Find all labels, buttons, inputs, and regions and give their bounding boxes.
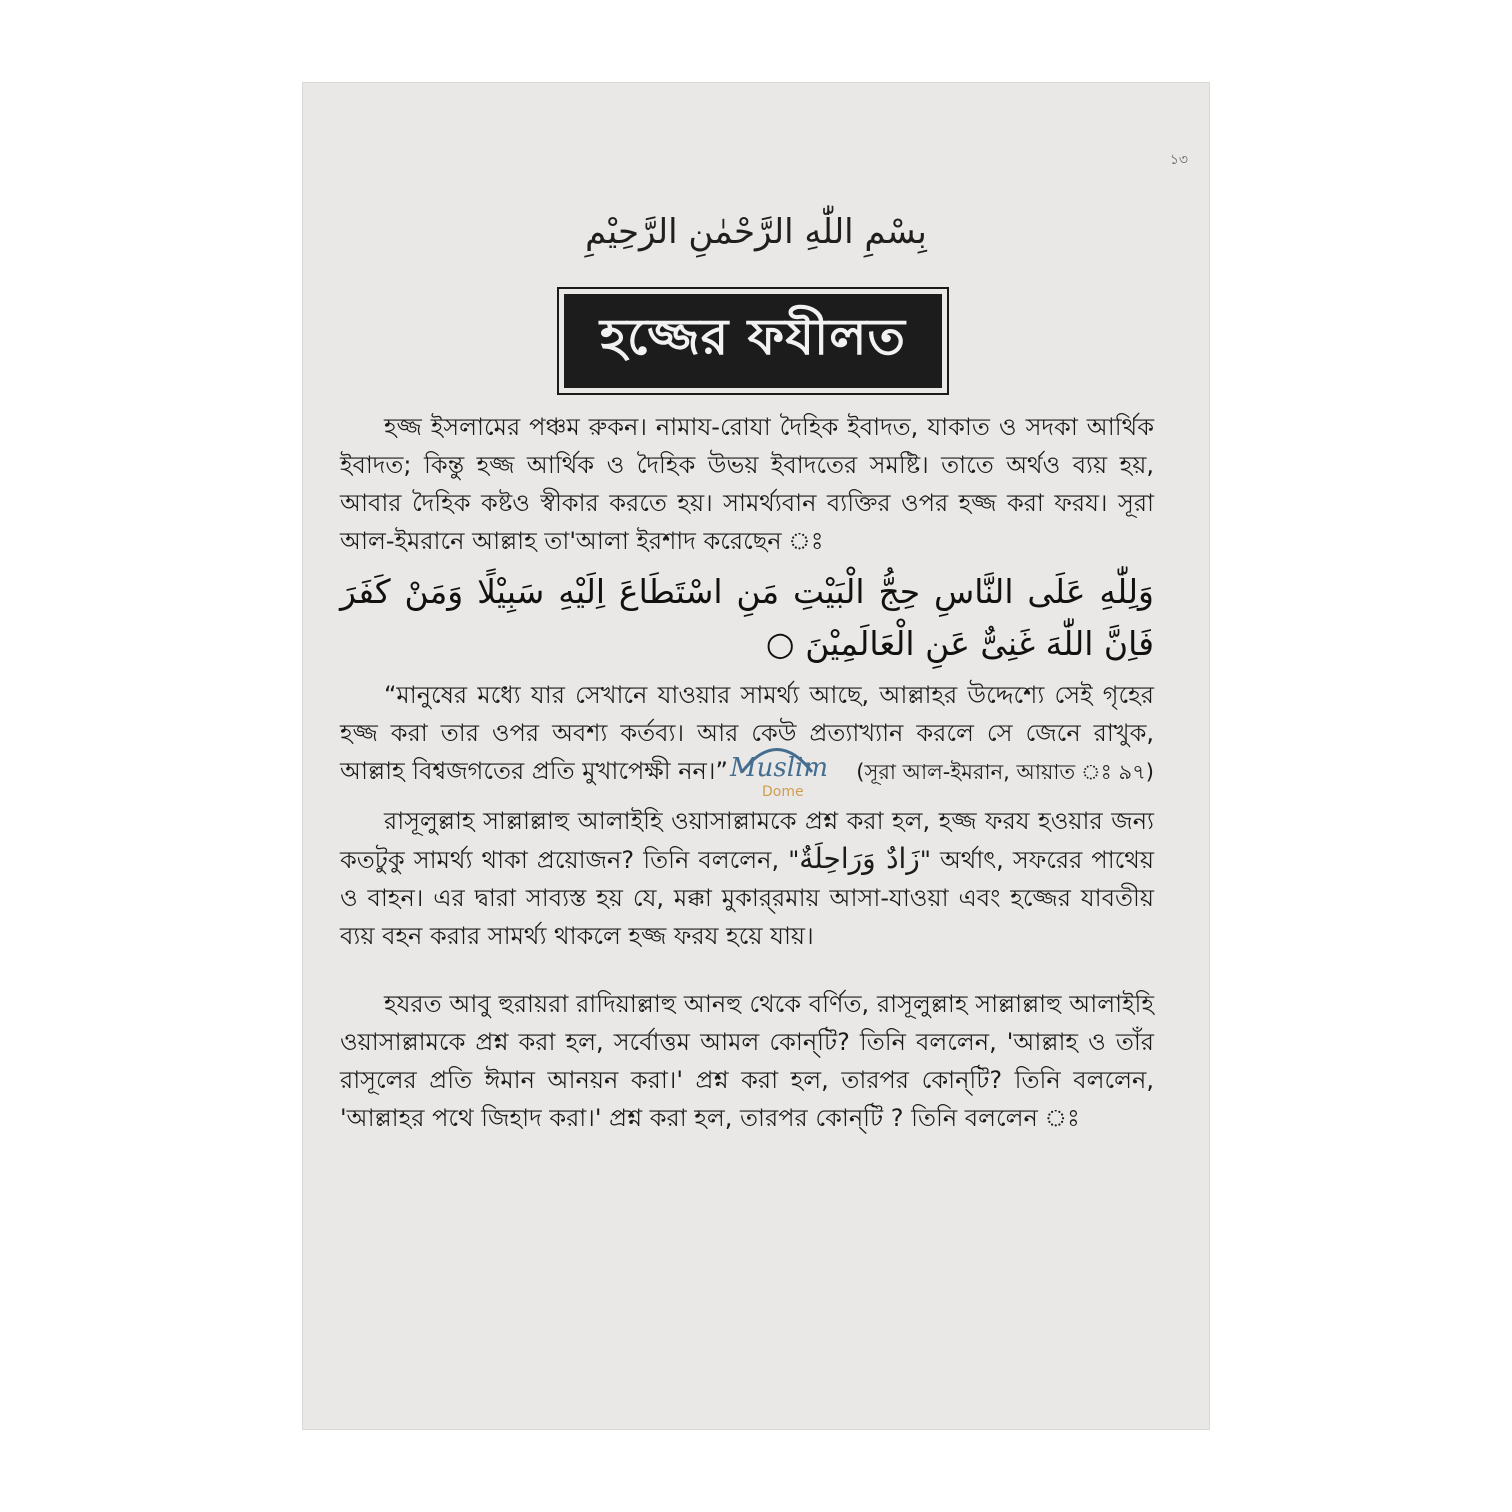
watermark-logo [722,732,832,802]
inline-arabic-phrase: زَادٌ وَرَاحِلَةٌ [799,842,920,875]
watermark-brand: Muslim [730,753,828,783]
bismillah-calligraphy: بِسْمِ اللّٰهِ الرَّحْمٰنِ الرَّحِيْمِ [585,212,927,252]
paragraph-intro: হজ্জ ইসলামের পঞ্চম রুকন। নামায-রোযা দৈহিক ইবাদত, যাকাত ও সদকা আর্থিক ইবাদত; কিন্তু হজ্জ আর্থিক ও দৈহিক উভয় ইবাদতের সমষ্টি। তাতে অর্থও ব্যয় হয়, আবার দৈহিক কষ্টও স্বীকার করতে হয়। সামর্থ্যবান ব্যক্তির ওপর হজ্জ করা ফরয। সূরা আল-ইমরানে আল্লাহ তা'আলা ইরশাদ করেছেন ঃ [340,413,1154,555]
page-number: ১৩ [1169,152,1188,168]
chapter-title-frame [557,287,949,395]
arabic-verse: وَلِلّٰهِ عَلَى النَّاسِ حِجُّ الْبَيْتِ مَنِ اسْتَطَاعَ اِلَيْهِ سَبِيْلًا وَمَنْ كَفَرَ فَاِنَّ اللّٰهَ غَنِىٌّ عَنِ الْعَالَمِيْنَ ○ [340,572,1154,663]
watermark-sub: Dome [762,784,804,800]
book-page [302,82,1210,1430]
paragraph-hajj-ability-end: অর্থাৎ, সফরের পাথেয় ও বাহন। এর দ্বারা সাব্যস্ত হয় যে, মক্কা মুকার্‌রমায় আসা-যাওয়া এবং হজ্জের যাবতীয় ব্যয় বহন করার সামর্থ্য থাকলে হজ্জ ফরয হয়ে যায়। [340,846,1154,950]
paragraph-hajj-ability-start: রাসূলুল্লাহ সাল্লাল্লাহু আলাইহি ওয়াসাল্লামকে প্রশ্ন করা হল, হজ্জ ফরয হওয়ার জন্য কতটুকু সামর্থ্য থাকা প্রয়োজন? তিনি বললেন, [340,807,1154,874]
verse-reference: (সূরা আল-ইমরান, আয়াত ঃ ৯৭) [856,760,1154,784]
paragraph-hajj-ability: রাসূলুল্লাহ সাল্লাল্লাহু আলাইহি ওয়াসাল্লামকে প্রশ্ন করা হল, হজ্জ ফরয হওয়ার জন্য কতটুকু সামর্থ্য থাকা প্রয়োজন? তিনি বললেন, "زَادٌ وَرَاحِلَةٌ" অর্থাৎ, সফরের পাথেয় ও বাহন। এর দ্বারা সাব্যস্ত হয় যে, মক্কা মুকার্‌রমায় আসা-যাওয়া এবং হজ্জের যাবতীয় ব্যয় বহন করার সামর্থ্য থাকলে হজ্জ ফরয হয়ে যায়। [340,807,1154,950]
verse-translation: “মানুষের মধ্যে যার সেখানে যাওয়ার সামর্থ্য আছে, আল্লাহর উদ্দেশ্যে সেই গৃহের হজ্জ করা তার ওপর অবশ্য কর্তব্য। আর কেউ প্রত্যাখ্যান করলে সে জেনে রাখুক, আল্লাহ বিশ্বজগতের প্রতি মুখাপেক্ষী নন।” [340,681,1154,785]
paragraph-hadith: হযরত আবু হুরায়রা রাদিয়াল্লাহু আনহু থেকে বর্ণিত, রাসূলুল্লাহ সাল্লাল্লাহু আলাইহি ওয়াসাল্লামকে প্রশ্ন করা হল, সর্বোত্তম আমল কোন্‌টি? তিনি বললেন, 'আল্লাহ ও তাঁর রাসূলের প্রতি ঈমান আনয়ন করা।' প্রশ্ন করা হল, তারপর কোন্‌টি? তিনি বললেন, 'আল্লাহর পথে জিহাদ করা।' প্রশ্ন করা হল, তারপর কোন্‌টি ? তিনি বললেন ঃ [340,990,1154,1132]
chapter-title: হজ্জের ফযীলত [564,294,942,388]
